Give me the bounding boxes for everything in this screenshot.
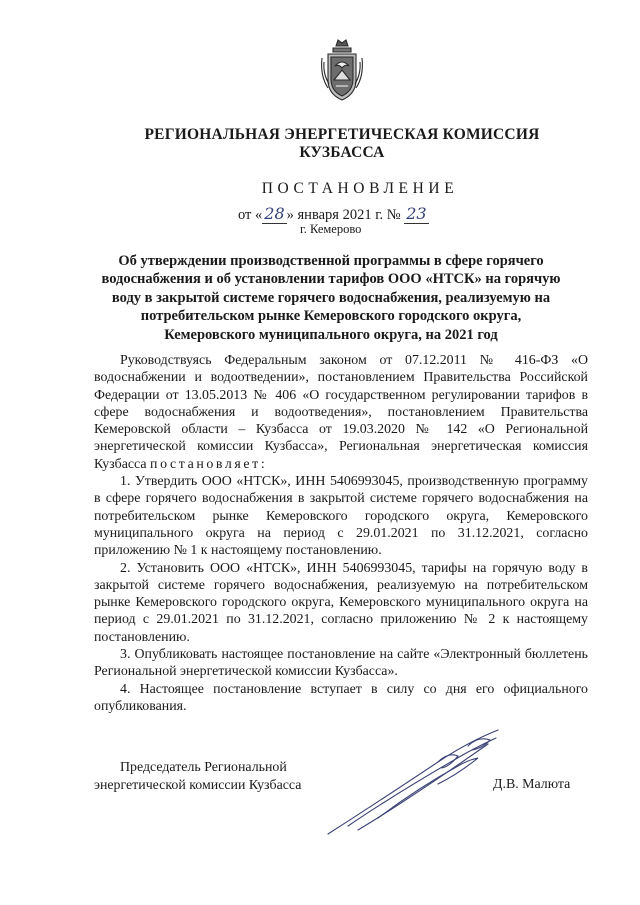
- title-line: Об утверждении производственной программы в сфере горячего: [118, 253, 544, 269]
- signatory-position: [94, 759, 301, 795]
- date-prefix: от «: [238, 207, 263, 223]
- intro-paragraph: [94, 352, 588, 473]
- signatory-name: Д.В. Малюта: [493, 777, 571, 792]
- position-line1: Председатель Региональной: [120, 760, 287, 775]
- handwritten-signature: [318, 722, 508, 842]
- organization-name-line2: КУЗБАССА: [299, 144, 385, 161]
- date-day: 28: [264, 204, 285, 223]
- item-1: 1. Утвердить ООО «НТСК», ИНН 5406993045, производственную программу в сфере горячего водоснабжения в закрытой системе горячего водоснабжения на потребительском рынке Кемеровского городского округа, Кемеровского муниципального округа на период с 29.01.2021 по 31.12.2021, согласно приложению № 1 к настоящему постановлению.: [94, 474, 588, 559]
- position-line2: энергетической комиссии Кузбасса: [94, 778, 302, 793]
- title-line: потребительском рынке Кемеровского городского округа,: [140, 308, 522, 325]
- document-type: ПОСТАНОВЛЕНИЕ: [261, 180, 459, 197]
- title-line: водоснабжения и об установлении тарифов ООО «НТСК» на горячую: [101, 271, 561, 288]
- decree-number: 23: [406, 204, 427, 223]
- item-2: 2. Установить ООО «НТСК», ИНН 5406993045, тарифы на горячую воду в закрытой системе горячего водоснабжения, реализуемую на потребительском рынке Кемеровского городского округа, Кемеровского муниципального округа на период с 29.01.2021 по 31.12.2021, согласно приложению № 2 к настоящему постановлению.: [94, 560, 588, 645]
- item-4: 4. Настоящее постановление вступает в силу со дня его официального опубликования.: [94, 681, 588, 714]
- organization-name-line1: РЕГИОНАЛЬНАЯ ЭНЕРГЕТИЧЕСКАЯ КОМИССИЯ: [144, 126, 540, 143]
- date-middle: » января 2021 г. №: [286, 207, 401, 223]
- title-line: воду в закрытой системе горячего водоснабжения, реализуемую на: [111, 289, 551, 306]
- decree-date-line: [238, 204, 429, 224]
- title-line: Кемеровского муниципального округа, на 2021 год: [164, 326, 498, 343]
- item-3: 3. Опубликовать настоящее постановление на сайте «Электронный бюллетень Региональной энергетической комиссии Кузбасса».: [94, 647, 588, 680]
- city: г. Кемерово: [300, 222, 362, 236]
- intro-verb: постановляет:: [150, 456, 268, 472]
- decree-title: [86, 252, 576, 344]
- intro-text: Руководствуясь Федеральным законом от 07.12.2011 № 416-ФЗ «О водоснабжении и водоотведении», постановлением Правительства Российской Федерации от 13.05.2013 № 406 «О государственном регулировании тарифов в сфере водоснабжения и водоотведения», постановлением Правительства Кемеровской области – Кузбасса от 19.03.2020 № 142 «О Региональной энергетической комиссии Кузбасса», Региональная энергетическая комиссия Кузбасса: [94, 353, 588, 472]
- coat-of-arms-icon: [318, 36, 366, 104]
- decree-body: [94, 352, 588, 715]
